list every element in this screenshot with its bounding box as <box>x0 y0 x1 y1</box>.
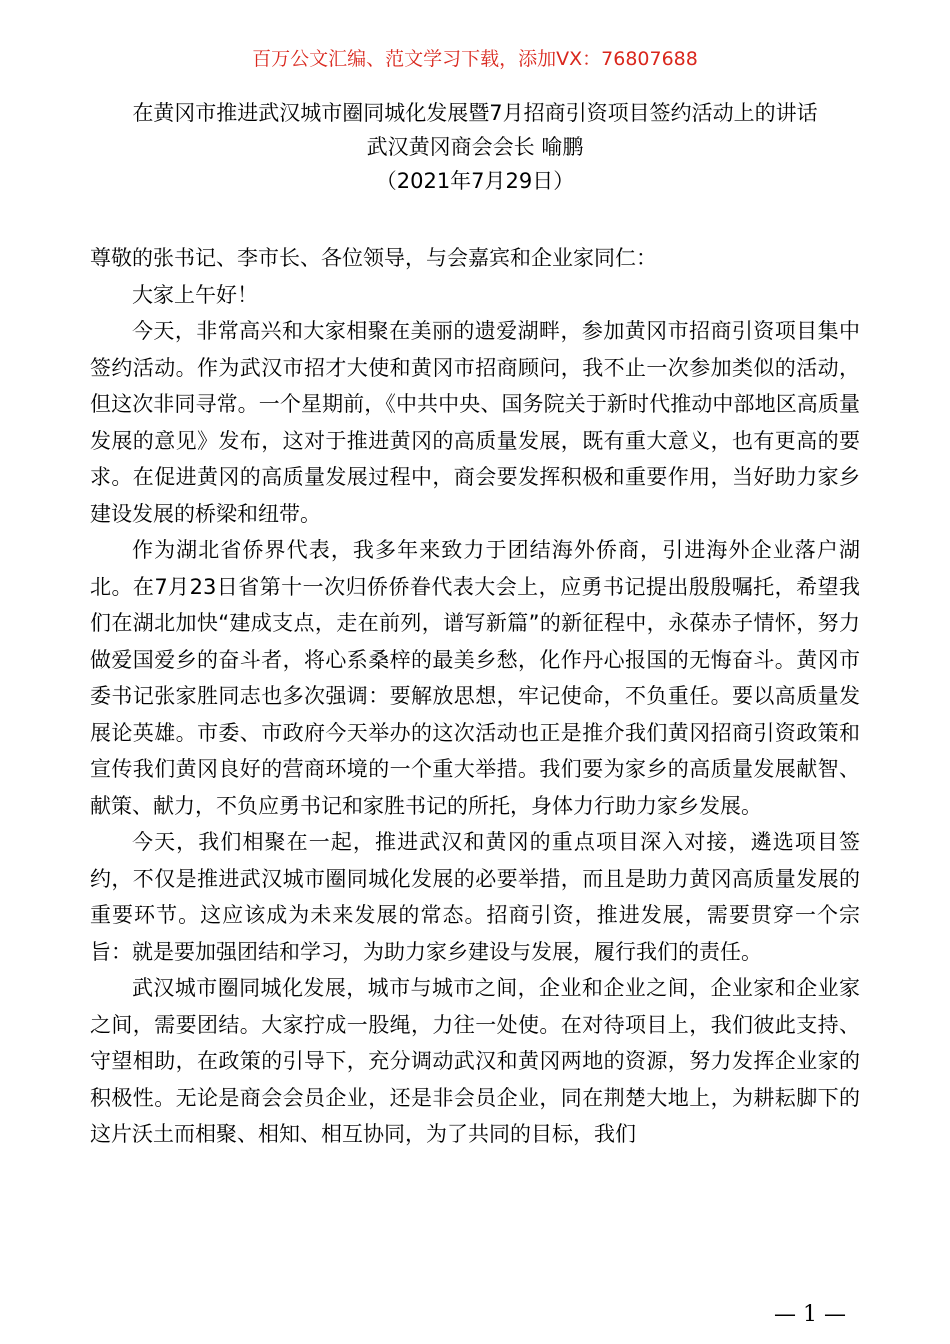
paragraph-greeting: 大家上午好！ <box>132 282 258 307</box>
document-header <box>60 96 890 198</box>
paragraph: 今天，非常高兴和大家相聚在美丽的遗爱湖畔，参加黄冈市招商引资项目集中签约活动。作为武汉市招才大使和黄冈市招商顾问，我不止一次参加类似的活动，但这次非同寻常。一个星期前，《中共中央、国务院关于新时代推动中部地区高质量发展的意见》发布，这对于推进黄冈的高质量发展，既有重大意义，也有更高的要求。在促进黄冈的高质量发展过程中，商会要发挥积极和重要作用，当好助力家乡建设发展的桥梁和纽带。 <box>90 319 860 526</box>
speaker-line: 武汉黄冈商会会长 喻鹏 <box>366 135 584 159</box>
salutation: 尊敬的张书记、李市长、各位领导，与会嘉宾和企业家同仁： <box>90 246 657 270</box>
promo-banner: 百万公文汇编、范文学习下载，添加VX：76807688 <box>252 48 698 70</box>
speech-body <box>90 240 860 1153</box>
paragraph: 作为湖北省侨界代表，我多年来致力于团结海外侨商，引进海外企业落户湖北。在7月23日省第十一次归侨侨眷代表大会上，应勇书记提出殷殷嘱托，希望我们在湖北加快“建成支点，走在前列，谱写新篇”的新征程中，永葆赤子情怀，努力做爱国爱乡的奋斗者，将心系桑梓的最美乡愁，化作丹心报国的无悔奋斗。黄冈市委书记张家胜同志也多次强调：要解放思想，牢记使命，不负重任。要以高质量发展论英雄。市委、市政府今天举办的这次活动也正是推介我们黄冈招商引资政策和宣传我们黄冈良好的营商环境的一个重大举措。我们要为家乡的高质量发展献智、献策、献力，不负应勇书记和家胜书记的所托，身体力行助力家乡发展。 <box>90 538 860 818</box>
page-number: — 1 — <box>774 1302 846 1327</box>
paragraph: 今天，我们相聚在一起，推进武汉和黄冈的重点项目深入对接，遴选项目签约，不仅是推进武汉城市圈同城化发展的必要举措，而且是助力黄冈高质量发展的重要环节。这应该成为未来发展的常态。招商引资，推进发展，需要贯穿一个宗旨：就是要加强团结和学习，为助力家乡建设与发展，履行我们的责任。 <box>90 830 860 964</box>
speech-date: （2021年7月29日） <box>375 169 575 193</box>
paragraph: 武汉城市圈同城化发展，城市与城市之间，企业和企业之间，企业家和企业家之间，需要团结。大家拧成一股绳，力往一处使。在对待项目上，我们彼此支持、守望相助，在政策的引导下，充分调动武汉和黄冈两地的资源，努力发挥企业家的积极性。无论是商会会员企业，还是非会员企业，同在荆楚大地上，为耕耘脚下的这片沃土而相聚、相知、相互协同，为了共同的目标，我们 <box>90 976 860 1146</box>
document-title: 在黄冈市推进武汉城市圈同城化发展暨7月招商引资项目签约活动上的讲话 <box>132 101 818 125</box>
